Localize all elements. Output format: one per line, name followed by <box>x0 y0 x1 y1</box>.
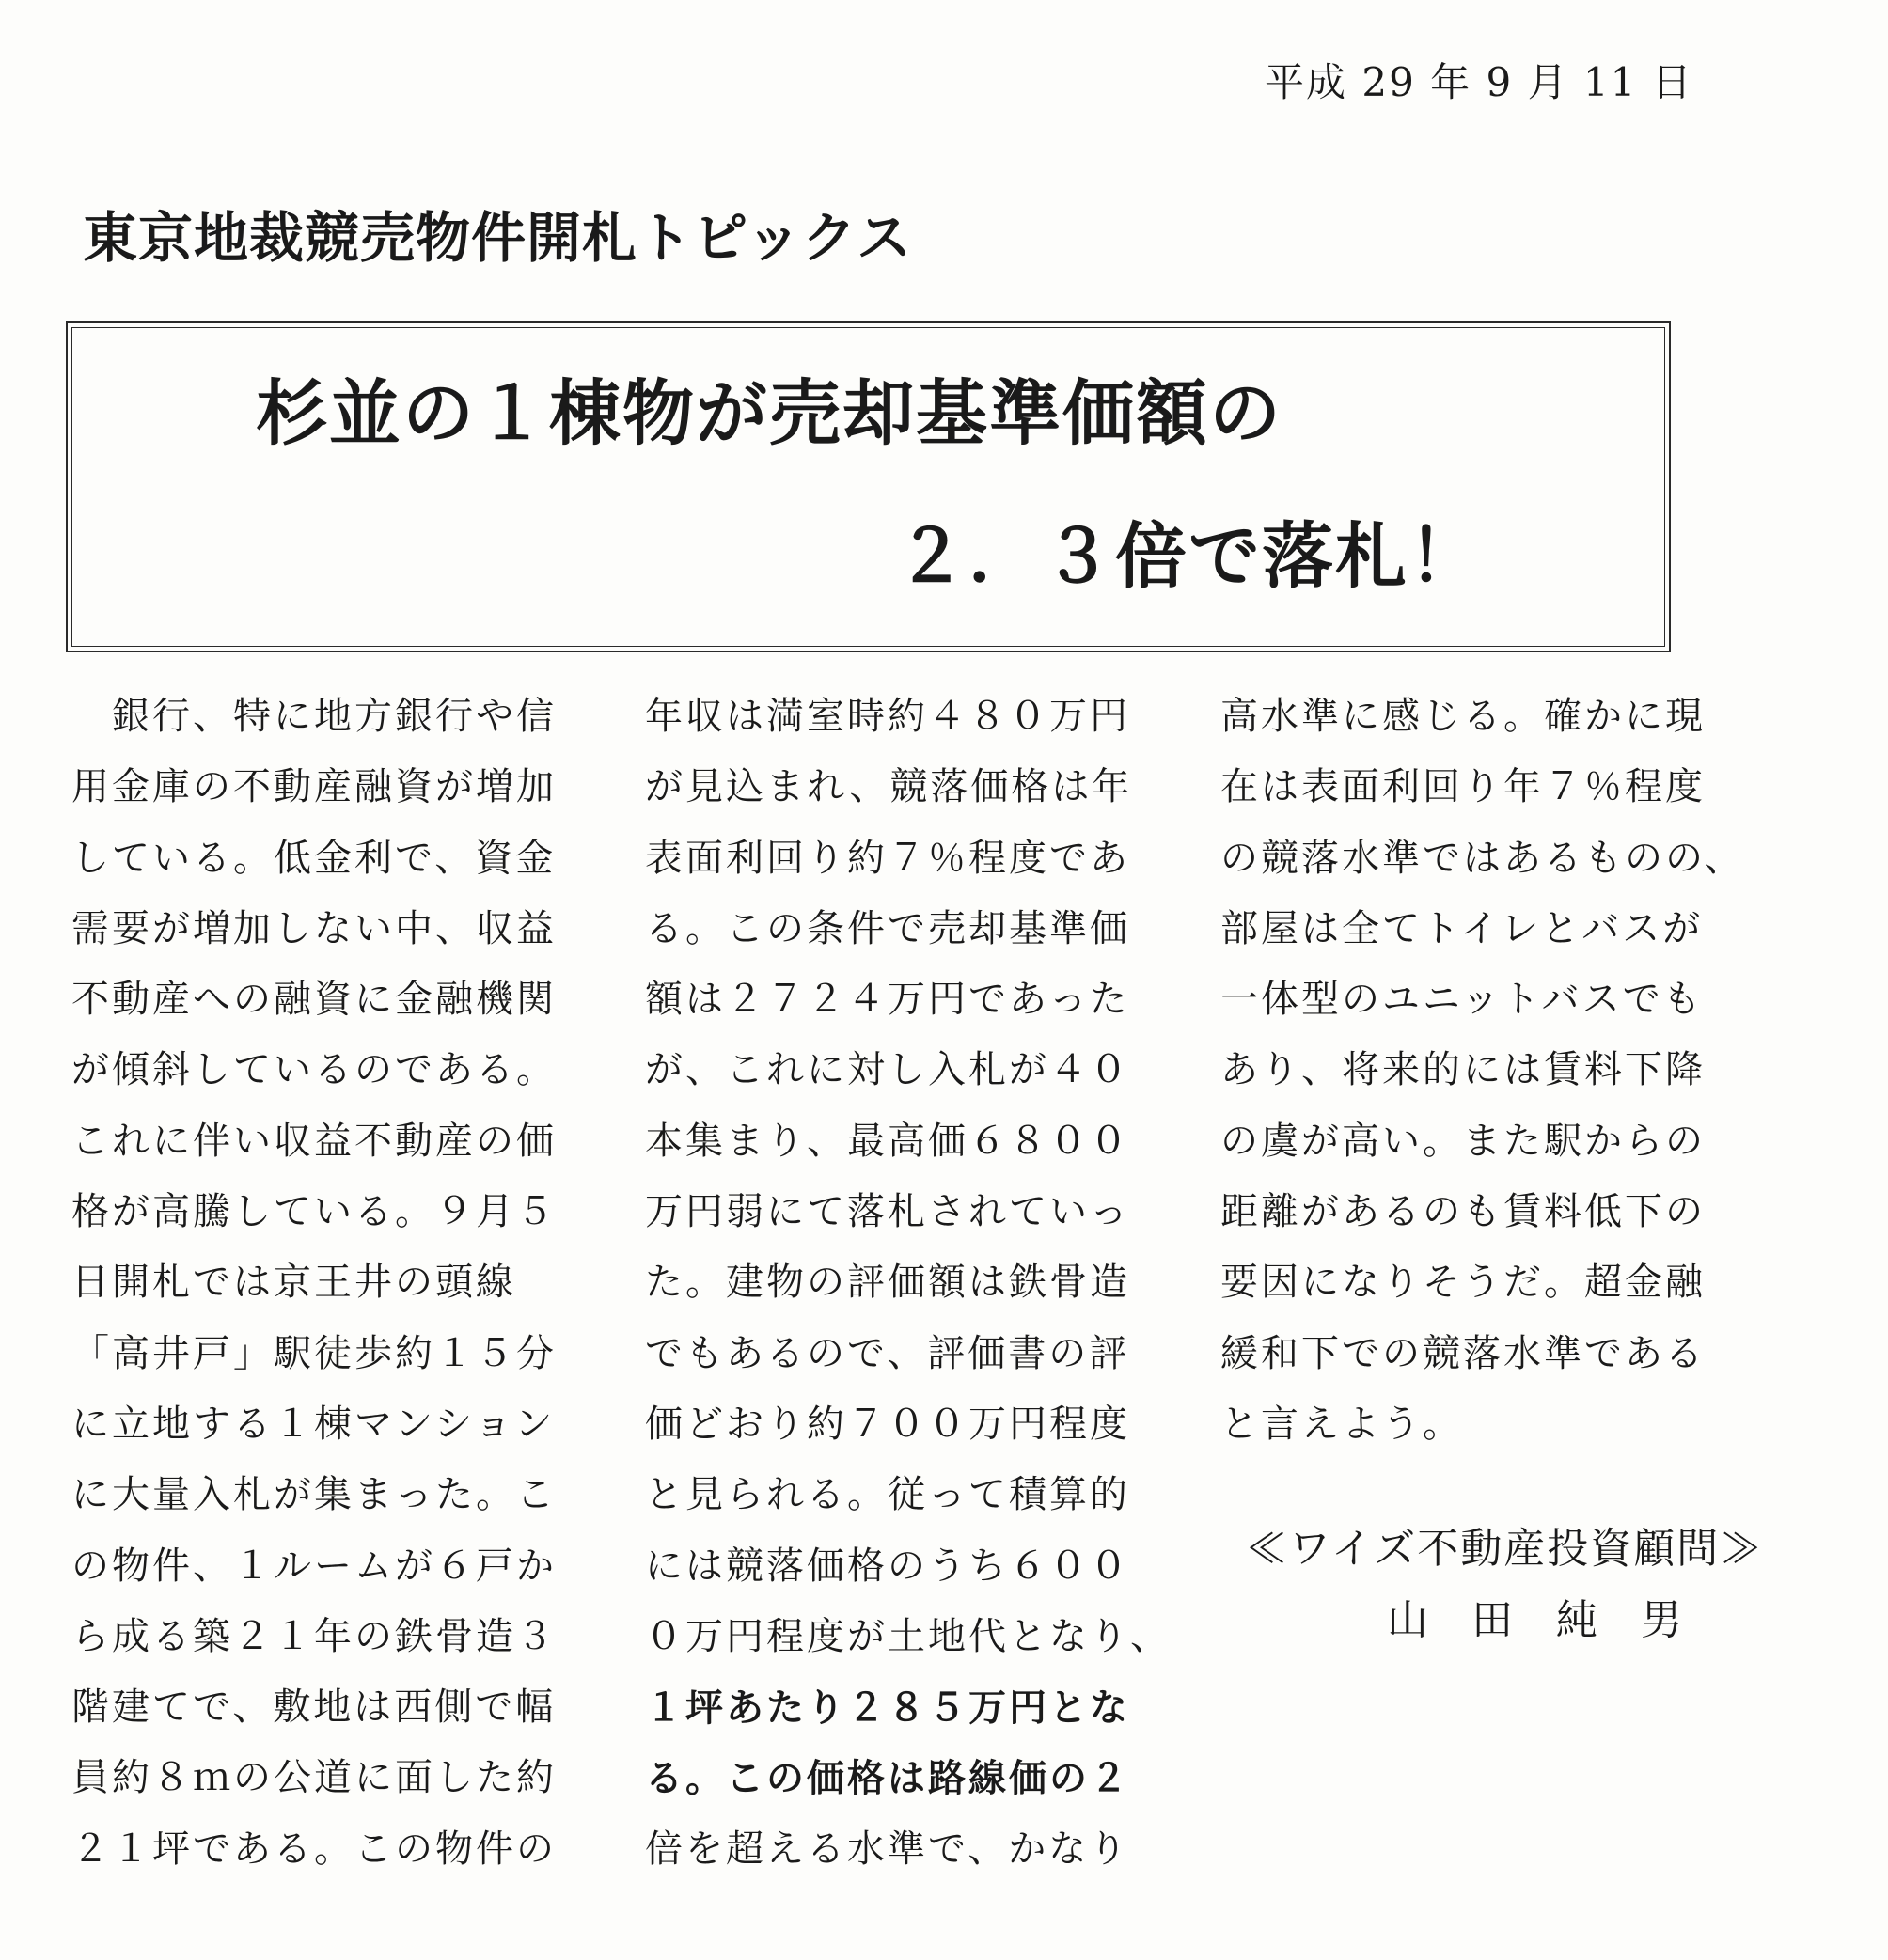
text-line: 員約８ｍの公道に面した約 <box>71 1756 557 1800</box>
text-line: している。低金利で、資金 <box>71 836 557 880</box>
text-line: る。この価格は路線価の２ <box>645 1756 1130 1801</box>
text-line: 階建てで、敷地は西側で幅 <box>71 1686 557 1730</box>
text-line: 額は２７２４万円であった <box>645 978 1130 1022</box>
text-line: ２１坪である。この物件の <box>71 1827 557 1871</box>
text-line: が見込まれ、競落価格は年 <box>645 765 1133 809</box>
text-line: 不動産への融資に金融機関 <box>71 978 557 1022</box>
text-line: の虞が高い。また駅からの <box>1220 1119 1706 1163</box>
text-line: が、これに対し入札が４０ <box>645 1048 1130 1092</box>
text-line: 需要が増加しない中、収益 <box>71 906 557 950</box>
text-line: 年収は満室時約４８０万円 <box>645 695 1130 738</box>
text-line: 一体型のユニットバスでも <box>1220 978 1704 1022</box>
text-line: 要因になりそうだ。超金融 <box>1220 1261 1706 1305</box>
text-line: には競落価格のうち６００ <box>645 1544 1130 1588</box>
text-line: ら成る築２１年の鉄骨造３ <box>71 1614 557 1658</box>
headline-line-2: ２．３倍で落札！ <box>895 514 1482 598</box>
date: 平成 29 年 9 月 11 日 <box>1265 59 1693 105</box>
text-line: 距離があるのも賃料低下の <box>1220 1190 1706 1234</box>
text-line: に大量入札が集まった。こ <box>71 1473 557 1517</box>
text-line: 銀行、特に地方銀行や信 <box>71 695 557 738</box>
text-line: ０万円程度が土地代となり、 <box>645 1614 1171 1658</box>
text-line: 倍を超える水準で、かなり <box>645 1827 1130 1871</box>
article-column-3 <box>1220 682 1747 1460</box>
article-column-1 <box>71 682 598 1885</box>
topic-title: 東京地裁競売物件開札トピックス <box>83 206 913 270</box>
article-column-2 <box>645 682 1172 1885</box>
headline-line-1: 杉並の１棟物が売却基準価額の <box>256 371 1282 455</box>
text-line: 緩和下での競落水準である <box>1220 1331 1706 1375</box>
text-line: 「高井戸」駅徒歩約１５分 <box>71 1331 557 1375</box>
text-line: 高水準に感じる。確かに現 <box>1220 695 1706 738</box>
text-line: 価どおり約７００万円程度 <box>645 1402 1130 1446</box>
text-line: た。建物の評価額は鉄骨造 <box>645 1261 1130 1305</box>
text-line: の物件、１ルームが６戸か <box>71 1544 557 1588</box>
text-line: が傾斜しているのである。 <box>71 1048 557 1092</box>
text-line: 本集まり、最高価６８００ <box>645 1119 1130 1163</box>
text-line: これに伴い収益不動産の価 <box>71 1119 557 1163</box>
text-line: 表面利回り約７％程度であ <box>645 836 1130 880</box>
text-line: 格が高騰している。９月５ <box>71 1190 557 1234</box>
text-line: る。この条件で売却基準価 <box>645 906 1130 950</box>
text-line: 万円弱にて落札されていっ <box>645 1190 1130 1234</box>
text-line: でもあるので、評価書の評 <box>645 1331 1130 1375</box>
text-line: １坪あたり２８５万円とな <box>645 1686 1130 1731</box>
text-line: と見られる。従って積算的 <box>645 1473 1130 1517</box>
text-line: に立地する１棟マンション <box>71 1402 556 1446</box>
text-line: 用金庫の不動産融資が増加 <box>71 765 557 809</box>
author-name: 山 田 純 男 <box>1387 1596 1684 1644</box>
text-line: と言えよう。 <box>1220 1402 1463 1446</box>
headline-box <box>66 321 1671 652</box>
signature: ≪ワイズ不動産投資顧問≫ <box>1246 1525 1764 1573</box>
text-line: あり、将来的には賃料下降 <box>1220 1048 1706 1092</box>
text-line: 日開札では京王井の頭線 <box>71 1261 516 1305</box>
text-line: 部屋は全てトイレとバスが <box>1220 906 1704 950</box>
text-line: の競落水準ではあるものの、 <box>1220 836 1745 880</box>
text-line: 在は表面利回り年７％程度 <box>1220 765 1706 809</box>
